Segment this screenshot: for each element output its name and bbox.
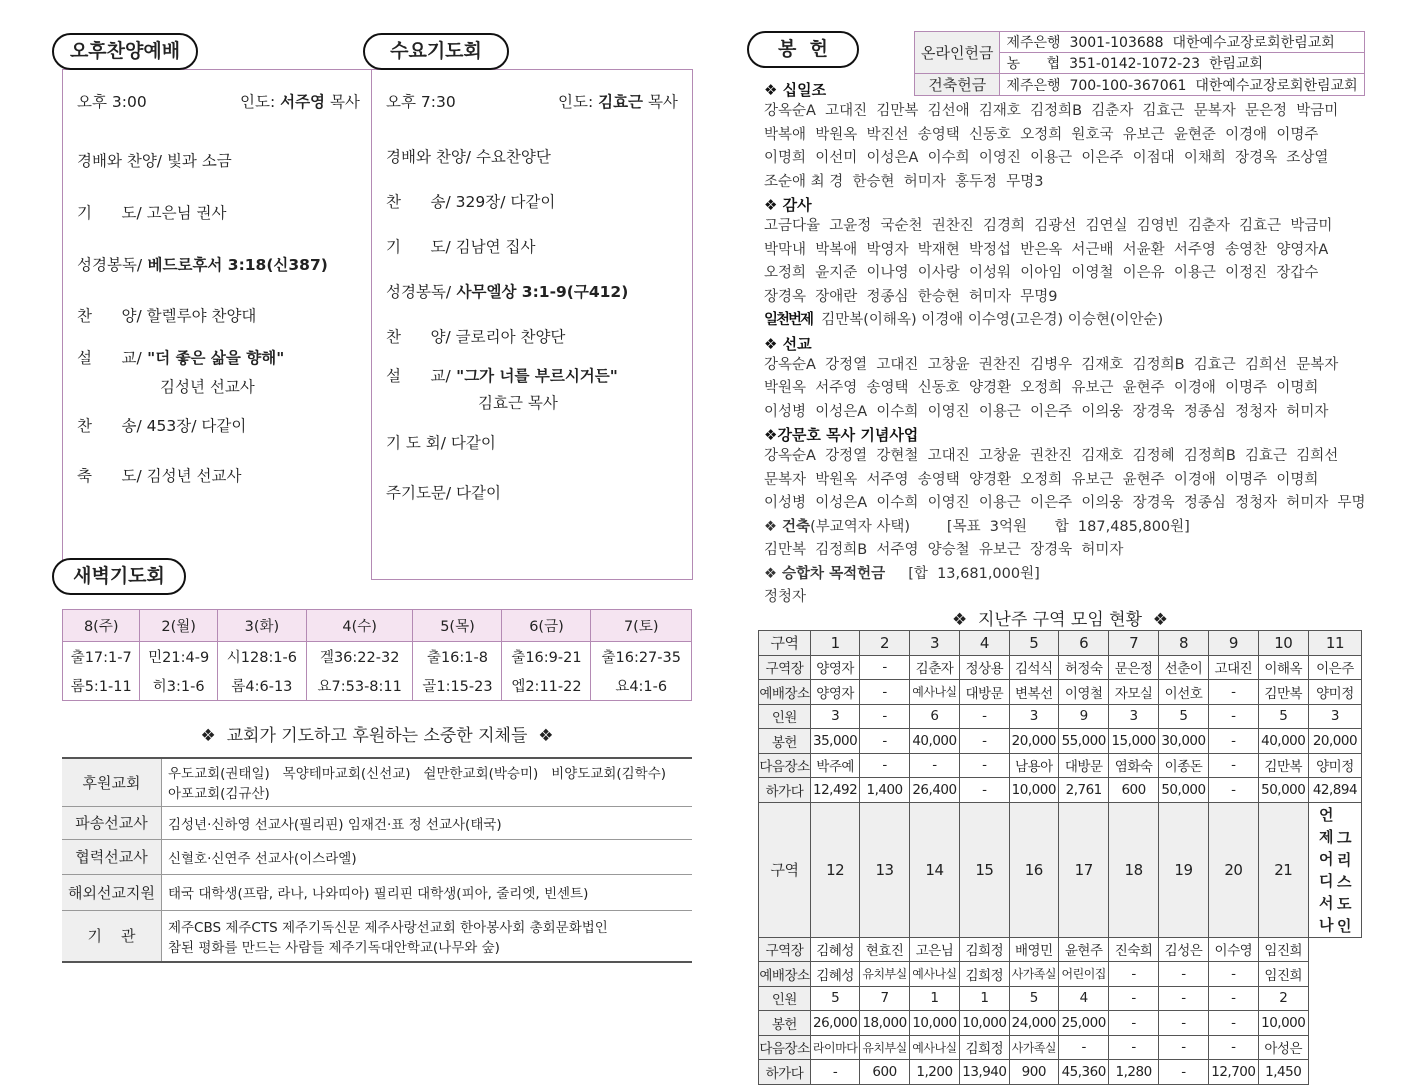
district-cell: 김성은 <box>1158 937 1208 962</box>
slogan-char: 제 <box>1318 827 1333 846</box>
district-cell: 4 <box>1059 986 1109 1011</box>
support-value: 김성년·신하영 선교사(필리핀) 임재건·표 정 선교사(태국) <box>161 806 692 839</box>
item-value: 사무엘상 3:1-9(구412) <box>451 283 629 301</box>
district-cell: 26,400 <box>909 778 959 803</box>
day-header: 2(월) <box>140 610 217 642</box>
district-cell: 40,000 <box>1258 729 1308 754</box>
district-cell: 3 <box>810 704 859 729</box>
item-label: 기 도/ <box>77 204 142 222</box>
bus-names: 정청자 <box>764 589 807 605</box>
item-label: 기 도 회/ <box>386 434 446 452</box>
district-cell: 유치부실 <box>860 1035 909 1060</box>
district-cell: 2 <box>1258 986 1308 1011</box>
leader-role: 목사 <box>643 93 678 111</box>
build-heading: ❖ 건축 <box>764 518 811 535</box>
district-row <box>759 704 1362 729</box>
first-fruit-row <box>764 309 1364 333</box>
row-key: 구역장 <box>759 655 811 680</box>
district-cell: 6 <box>909 704 959 729</box>
district-cell: - <box>860 753 909 778</box>
district-cell: 이해옥 <box>1258 655 1308 680</box>
district-cell: - <box>860 680 909 705</box>
col-header: 13 <box>860 802 909 937</box>
item-label: 기 도/ <box>386 238 451 256</box>
tithe-names: 강옥순A 고대진 김만복 김선애 김재호 김정희B 김춘자 김효근 문복자 문은정 박금미 박복애 박원옥 박진선 송영택 신동호 오정희 원호국 유보근 윤현준 이경애 이명주 이명희 이선미 이성은A 이수희 이영진 이용근 이은주 이점대 이채희 장경옥 조상열 조순애 최 경 한승현 허미자 홍두정 무명3 <box>764 103 1339 190</box>
district-cell: 1,280 <box>1109 1060 1158 1085</box>
district-cell: 김희정 <box>960 962 1009 987</box>
district-cell: - <box>1109 962 1158 987</box>
bus-row <box>764 563 1364 587</box>
slogan-char: 리 <box>1336 850 1351 869</box>
district-rows-2 <box>759 937 1362 1084</box>
district-cell: 13,940 <box>960 1060 1009 1085</box>
district-cell: 10,000 <box>1009 778 1058 803</box>
district-cell: 25,000 <box>1059 1011 1109 1036</box>
district-cell: 9 <box>1059 704 1109 729</box>
district-cell: - <box>860 655 909 680</box>
district-cell: 1,400 <box>860 778 909 803</box>
district-cell: - <box>909 753 959 778</box>
district-cell: 이선호 <box>1158 680 1208 705</box>
district-row <box>759 680 1362 705</box>
item-label: 주기도문/ <box>386 484 452 502</box>
reading: 출16:1-8 <box>413 642 502 672</box>
first-fruit-names: 김만복(이해옥) 이경애 이수영(고은경) 이승현(이안순) <box>821 312 1164 328</box>
district-cell: - <box>1109 986 1158 1011</box>
offering-title: 봉 헌 <box>747 31 859 68</box>
reading: 히3:1-6 <box>140 672 217 701</box>
district-cell: 김만복 <box>1258 753 1308 778</box>
district-cell: 자모실 <box>1109 680 1158 705</box>
col-header: 14 <box>909 802 959 937</box>
reading: 골1:15-23 <box>413 672 502 701</box>
district-cell: - <box>1158 1060 1208 1085</box>
district-cell: - <box>960 704 1009 729</box>
afternoon-title: 오후찬양예배 <box>52 33 198 70</box>
row-key: 하가다 <box>759 1060 811 1085</box>
item-label: 설 교/ <box>386 367 451 385</box>
preacher: 김효근 목사 <box>478 394 558 412</box>
item-label: 찬 송/ <box>386 193 451 211</box>
district-cell: - <box>1209 680 1258 705</box>
item-value: 김남연 집사 <box>450 238 536 256</box>
sermon-title: "그가 너를 부르시거든" <box>450 367 618 385</box>
district-cell: 선춘이 <box>1158 655 1208 680</box>
col-header: 18 <box>1109 802 1158 937</box>
support-key: 기 관 <box>62 910 161 962</box>
district-row <box>759 1011 1362 1036</box>
district-cell: 대방문 <box>1059 753 1109 778</box>
preacher: 김성년 선교사 <box>160 378 255 396</box>
district-cell: 허정숙 <box>1059 655 1109 680</box>
district-cell: 20,000 <box>1308 729 1361 754</box>
district-cell: 35,000 <box>810 729 859 754</box>
district-cell: - <box>1209 729 1258 754</box>
item-value: 베드로후서 3:18(신387) <box>142 256 328 274</box>
district-title: ❖ 지난주 구역 모임 현황 ❖ <box>951 610 1169 630</box>
district-cell: 15,000 <box>1109 729 1158 754</box>
account-line: 제주은행 700-100-367061 대한예수교장로회한림교회 <box>1000 74 1364 96</box>
district-cell: 5 <box>1258 704 1308 729</box>
district-cell: - <box>1209 986 1258 1011</box>
district-cell: 42,894 <box>1308 778 1361 803</box>
district-cell: 이종돈 <box>1158 753 1208 778</box>
district-table <box>758 630 1362 1085</box>
col-header: 1 <box>810 631 859 656</box>
support-key: 후원교회 <box>62 758 161 806</box>
item-label: 찬 양/ <box>77 307 142 325</box>
district-cell: 이수영 <box>1209 937 1258 962</box>
wednesday-title: 수요기도회 <box>363 33 509 70</box>
district-cell: - <box>960 778 1009 803</box>
item-label: 설 교/ <box>77 349 142 367</box>
slogan-char: 서 <box>1318 893 1333 912</box>
col-header: 9 <box>1209 631 1258 656</box>
district-cell: 5 <box>1158 704 1208 729</box>
district-cell: 600 <box>1109 778 1158 803</box>
district-cell: 3 <box>1308 704 1361 729</box>
district-row <box>759 729 1362 754</box>
item-value: 수요찬양단 <box>471 148 551 166</box>
district-cell: 김혜성 <box>810 962 859 987</box>
district-cell: 1,200 <box>909 1060 959 1085</box>
district-cell: 박주예 <box>810 753 859 778</box>
district-cell: 20,000 <box>1009 729 1058 754</box>
kang-heading: ❖강문호 목사 기념사업 <box>764 426 919 444</box>
col-header: 17 <box>1059 802 1109 937</box>
leader-label: 인도: <box>558 93 599 111</box>
district-row <box>759 1060 1362 1085</box>
bus-total: [합 13,681,000원] <box>908 565 1040 582</box>
district-row <box>759 655 1362 680</box>
build-names: 김만복 김정희B 서주영 양승철 유보근 장경욱 허미자 <box>764 542 1124 558</box>
reading: 롬4:6-13 <box>217 672 306 701</box>
tithe-heading: ❖ 십일조 <box>764 81 827 99</box>
account-line: 제주은행 3001-103688 대한예수교장로회한림교회 <box>1000 32 1364 53</box>
thanks-names: 고금다율 고윤정 국순천 권찬진 김경희 김광선 김연실 김영빈 김춘자 김효근 박금미 박막내 박복애 박영자 박재현 박정섭 반은옥 서근배 서윤환 서주영 송영찬 양영자A 오정희 윤지준 이나영 이사랑 이성워 이아임 이영철 이은유 이용근 이정진 장갑수 장경옥 장애란 정종심 한승현 허미자 무명9 <box>764 218 1333 305</box>
district-cell: - <box>810 1060 859 1085</box>
district-cell: 아성은 <box>1258 1035 1308 1060</box>
col-header: 4 <box>960 631 1009 656</box>
slogan-char: 그 <box>1336 828 1351 847</box>
district-cell: 사가족실 <box>1009 962 1058 987</box>
district-cell: 유치부실 <box>860 962 909 987</box>
district-cell: - <box>1158 1011 1208 1036</box>
district-cell: 변복선 <box>1009 680 1058 705</box>
district-cell: 김만복 <box>1258 680 1308 705</box>
wednesday-time: 오후 7:30 <box>386 93 456 111</box>
district-cell: - <box>960 753 1009 778</box>
item-value: 할렐루야 찬양대 <box>141 307 257 325</box>
reading: 롬5:1-11 <box>63 672 140 701</box>
district-cell: 12,700 <box>1209 1060 1258 1085</box>
mission-heading: ❖ 선교 <box>764 334 812 353</box>
district-cell: 김석식 <box>1009 655 1058 680</box>
district-cell: - <box>1209 753 1258 778</box>
item-value: 329장/ 다같이 <box>450 193 556 211</box>
district-cell: - <box>1158 986 1208 1011</box>
district-cell: 이은주 <box>1308 655 1361 680</box>
item-value: 고은님 권사 <box>141 204 227 222</box>
col-header: 11 <box>1308 631 1361 656</box>
item-label: 성경봉독/ <box>77 256 143 274</box>
row-key: 봉헌 <box>759 729 811 754</box>
build-note: (부교역자 사택) <box>810 518 911 535</box>
build-row <box>764 516 1364 540</box>
district-cell: 10,000 <box>909 1011 959 1036</box>
day-header: 4(수) <box>306 610 413 642</box>
district-cell: - <box>1209 1011 1258 1036</box>
slogan-char: 스 <box>1336 872 1351 891</box>
col-header: 15 <box>960 802 1009 937</box>
district-cell: 양미정 <box>1308 753 1361 778</box>
wednesday-leader: 김효근 <box>598 93 644 111</box>
district-cell: - <box>1158 962 1208 987</box>
slogan-char: 디 <box>1318 871 1333 890</box>
kang-names: 강옥순A 강정열 강현철 고대진 고창윤 권찬진 김재호 김정혜 김정희B 김효근 김희선 문복자 박원옥 서주영 송영택 양경환 오정희 유보근 윤현주 이경애 이명주 이명희 이성병 이성은A 이수희 이영진 이용근 이은주 이의웅 장경욱 정종심 정청자 허미자 무명 <box>764 448 1366 511</box>
item-value: 453장/ 다같이 <box>141 417 247 435</box>
row-key: 구역장 <box>759 937 811 962</box>
col-header: 5 <box>1009 631 1058 656</box>
item-value: 다같이 <box>451 484 501 502</box>
slogan-1 <box>1319 803 1333 937</box>
district-cell: 김희정 <box>960 1035 1009 1060</box>
reading: 시128:1-6 <box>217 642 306 672</box>
district-cell: 1 <box>960 986 1009 1011</box>
sermon-title: "더 좋은 삶을 향해" <box>141 349 285 367</box>
district-cell: 임진희 <box>1258 937 1308 962</box>
support-value: 우도교회(권태일) 목양테마교회(신선교) 쉴만한교회(박승미) 비양도교회(김학수) 아포교회(김규산) <box>161 758 692 806</box>
col-header: 구역 <box>759 802 811 937</box>
district-cell: 12,492 <box>810 778 859 803</box>
district-cell: 대방문 <box>960 680 1009 705</box>
slogan-char: 언 <box>1318 805 1333 824</box>
reading: 민21:4-9 <box>140 642 217 672</box>
district-cell: 진숙희 <box>1109 937 1158 962</box>
district-cell: 양영자 <box>810 655 859 680</box>
district-cell: 현효진 <box>860 937 909 962</box>
district-cell: 900 <box>1009 1060 1058 1085</box>
district-cell: 고은님 <box>909 937 959 962</box>
district-cell: 예사나실 <box>909 680 959 705</box>
item-value: 다같이 <box>446 434 496 452</box>
district-cell: - <box>860 704 909 729</box>
district-cell: 1,450 <box>1258 1060 1308 1085</box>
district-cell: 3 <box>1109 704 1158 729</box>
row-key: 예배장소 <box>759 962 811 987</box>
reading: 엡2:11-22 <box>502 672 591 701</box>
row-key: 인원 <box>759 704 811 729</box>
district-cell: 배영민 <box>1009 937 1058 962</box>
district-cell: - <box>1059 1035 1109 1060</box>
district-cell: 임진희 <box>1258 962 1308 987</box>
district-cell: - <box>1109 1011 1158 1036</box>
district-cell: 어린이집 <box>1059 962 1109 987</box>
district-cell: 김혜성 <box>810 937 859 962</box>
district-cell: 양영자 <box>810 680 859 705</box>
reading: 요4:1-6 <box>591 672 692 701</box>
thanks-heading: ❖ 감사 <box>764 196 812 214</box>
item-label: 경배와 찬양/ <box>77 152 163 170</box>
mission-names: 강옥순A 강정열 고대진 고창윤 권찬진 김병우 김재호 김정희B 김효근 김희선 문복자 박원옥 서주영 송영택 신동호 양경환 오정희 유보근 윤현주 이경애 이명주 이명희 이성병 이성은A 이수희 이영진 이용근 이은주 이의웅 장경욱 정종심 정청자 허미자 <box>764 356 1339 420</box>
district-cell: 2,761 <box>1059 778 1109 803</box>
district-cell: 라이마다 <box>810 1035 859 1060</box>
district-cell: 55,000 <box>1059 729 1109 754</box>
day-header: 8(주) <box>63 610 140 642</box>
bus-heading: ❖ 승합차 목적헌금 <box>764 565 886 582</box>
item-value: 김성년 선교사 <box>141 467 242 485</box>
district-cell: 18,000 <box>860 1011 909 1036</box>
district-row <box>759 753 1362 778</box>
district-cell: 40,000 <box>909 729 959 754</box>
col-header: 10 <box>1258 631 1308 656</box>
support-title: ❖ 교회가 기도하고 후원하는 소중한 지체들 ❖ <box>200 726 554 746</box>
district-cell: 남용아 <box>1009 753 1058 778</box>
slogan-char: 도 <box>1336 894 1351 913</box>
item-value: 빛과 소금 <box>162 152 232 170</box>
reading: 겔36:22-32 <box>306 642 413 672</box>
account-key: 건축헌금 <box>915 74 1000 96</box>
afternoon-time: 오후 3:00 <box>77 93 147 111</box>
leader-role: 목사 <box>325 93 360 111</box>
support-value: 신혈호·신연주 선교사(이스라엘) <box>161 839 692 874</box>
district-cell: 5 <box>1009 986 1058 1011</box>
col-header: 16 <box>1009 802 1058 937</box>
side-slogan <box>1308 802 1361 937</box>
col-header: 19 <box>1158 802 1208 937</box>
district-cell: - <box>1209 1035 1258 1060</box>
district-cell: 10,000 <box>1258 1011 1308 1036</box>
col-header: 구역 <box>759 631 811 656</box>
col-header: 7 <box>1109 631 1158 656</box>
day-header: 7(토) <box>591 610 692 642</box>
district-cell: 염화숙 <box>1109 753 1158 778</box>
col-header: 21 <box>1258 802 1308 937</box>
district-row <box>759 778 1362 803</box>
district-cell: - <box>1209 704 1258 729</box>
district-cell: 예사나실 <box>909 962 959 987</box>
item-label: 찬 양/ <box>386 328 451 346</box>
dawn-schedule-table <box>62 609 692 701</box>
district-cell: 윤현주 <box>1059 937 1109 962</box>
col-header: 2 <box>860 631 909 656</box>
item-label: 찬 송/ <box>77 417 142 435</box>
day-header: 5(목) <box>413 610 502 642</box>
district-cell: 7 <box>860 986 909 1011</box>
support-key: 협력선교사 <box>62 839 161 874</box>
district-cell: 10,000 <box>960 1011 1009 1036</box>
district-cell: 50,000 <box>1258 778 1308 803</box>
district-cell: 사가족실 <box>1009 1035 1058 1060</box>
district-cell: 1 <box>909 986 959 1011</box>
afternoon-leader: 서주영 <box>280 93 326 111</box>
item-value: 글로리아 찬양단 <box>450 328 566 346</box>
support-table <box>62 757 692 963</box>
offering-lists <box>764 79 1364 610</box>
district-cell: 50,000 <box>1158 778 1208 803</box>
row-key: 하가다 <box>759 778 811 803</box>
account-key: 온라인헌금 <box>915 32 1000 74</box>
reading: 요7:53-8:11 <box>306 672 413 701</box>
district-row <box>759 937 1362 962</box>
district-row <box>759 986 1362 1011</box>
district-cell: 정상용 <box>960 655 1009 680</box>
account-line: 농 협 351-0142-1072-23 한림교회 <box>1000 53 1364 74</box>
row-key: 다음장소 <box>759 1035 811 1060</box>
district-cell: 김희정 <box>960 937 1009 962</box>
district-cell: 30,000 <box>1158 729 1208 754</box>
col-header: 20 <box>1209 802 1258 937</box>
row-key: 예배장소 <box>759 680 811 705</box>
item-label: 축 도/ <box>77 467 142 485</box>
support-value: 태국 대학생(프람, 라나, 나와띠아) 필리핀 대학생(피아, 줄리엣, 빈센트) <box>161 874 692 910</box>
district-cell: 김춘자 <box>909 655 959 680</box>
slogan-char: 어 <box>1318 849 1333 868</box>
col-header: 8 <box>1158 631 1208 656</box>
col-header: 12 <box>810 802 859 937</box>
row-key: 봉헌 <box>759 1011 811 1036</box>
day-header: 3(화) <box>217 610 306 642</box>
district-cell: 600 <box>860 1060 909 1085</box>
item-label: 성경봉독/ <box>386 283 452 301</box>
district-cell: 고대진 <box>1209 655 1258 680</box>
dawn-title: 새벽기도회 <box>52 558 186 595</box>
support-value: 제주CBS 제주CTS 제주기독신문 제주사랑선교회 한아봉사회 총회문화법인 참된 평화를 만드는 사람들 제주기독대안학교(나무와 숲) <box>161 910 692 962</box>
district-cell: 24,000 <box>1009 1011 1058 1036</box>
slogan-char: 인 <box>1336 916 1351 935</box>
row-key: 인원 <box>759 986 811 1011</box>
district-row <box>759 962 1362 987</box>
district-cell: - <box>1209 778 1258 803</box>
district-cell: 예사나실 <box>909 1035 959 1060</box>
district-cell: 26,000 <box>810 1011 859 1036</box>
col-header: 6 <box>1059 631 1109 656</box>
district-row <box>759 1035 1362 1060</box>
district-cell: - <box>1209 962 1258 987</box>
district-cell: 양미정 <box>1308 680 1361 705</box>
reading: 출16:9-21 <box>502 642 591 672</box>
district-cell: 문은정 <box>1109 655 1158 680</box>
reading: 출16:27-35 <box>591 642 692 672</box>
district-cell: - <box>1109 1035 1158 1060</box>
district-cell: - <box>960 729 1009 754</box>
row-key: 다음장소 <box>759 753 811 778</box>
item-label: 경배와 찬양/ <box>386 148 472 166</box>
district-cell: - <box>1158 1035 1208 1060</box>
district-cell: 45,360 <box>1059 1060 1109 1085</box>
district-cell: 5 <box>810 986 859 1011</box>
leader-label: 인도: <box>240 93 281 111</box>
district-cell: - <box>860 729 909 754</box>
day-header: 6(금) <box>502 610 591 642</box>
district-cell: 이영철 <box>1059 680 1109 705</box>
first-fruit-heading: 일천번제 <box>764 312 813 328</box>
reading: 출17:1-7 <box>63 642 140 672</box>
district-cell: 3 <box>1009 704 1058 729</box>
district-rows-1 <box>759 655 1362 802</box>
slogan-char: 나 <box>1318 915 1333 934</box>
support-key: 해외선교지원 <box>62 874 161 910</box>
build-goal: [목표 3억원 합 187,485,800원] <box>946 518 1190 535</box>
slogan-2 <box>1337 803 1351 937</box>
support-key: 파송선교사 <box>62 806 161 839</box>
col-header: 3 <box>909 631 959 656</box>
